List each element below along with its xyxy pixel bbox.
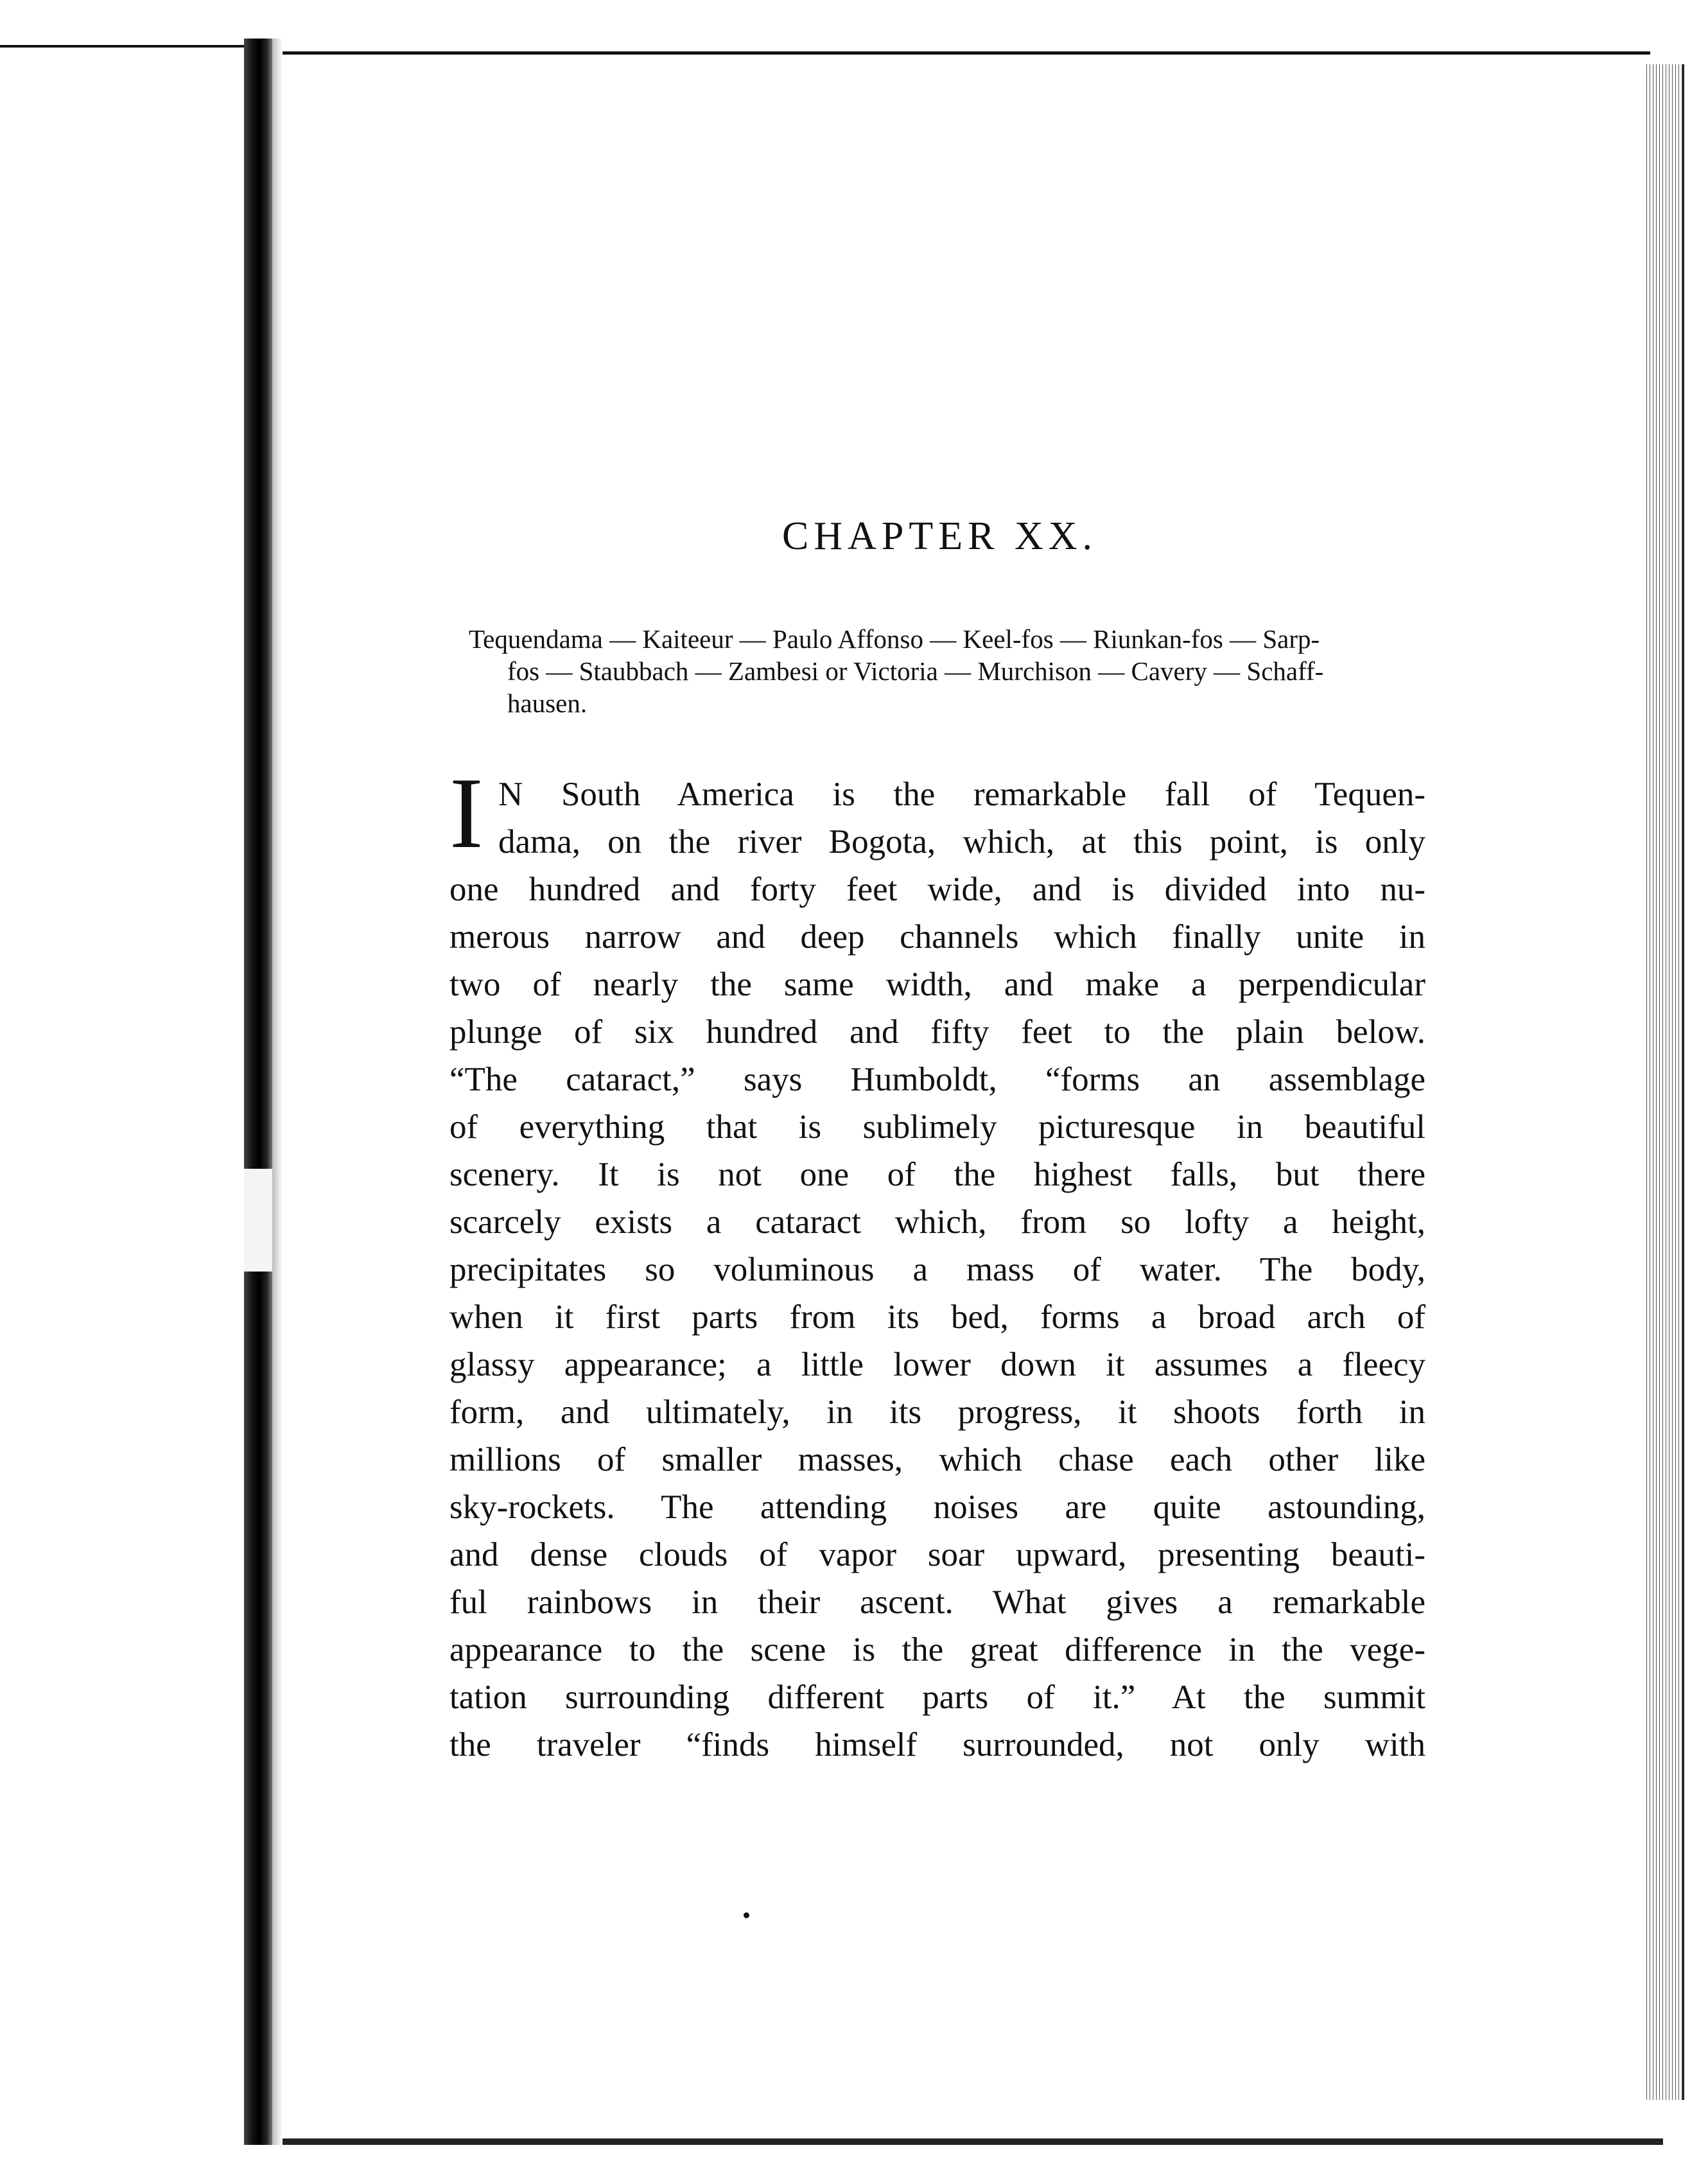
synopsis-line: fos — Staubbach — Zambesi or Victoria — Murchison — Cavery — Schaff-: [507, 656, 1324, 686]
body-line: one hundred and forty feet wide, and is divided into nu-: [449, 871, 1425, 908]
gutter-shadow: [272, 39, 283, 2145]
body-line: and dense clouds of vapor soar upward, presenting beauti-: [449, 1536, 1425, 1573]
body-line: millions of smaller masses, which chase each other like: [449, 1441, 1425, 1478]
body-line: glassy appearance; a little lower down it assumes a fleecy: [449, 1346, 1425, 1383]
synopsis-line: Tequendama — Kaiteeur — Paulo Affonso — Keel-fos — Riunkan-fos — Sarp-: [469, 624, 1320, 654]
page-bottom-edge: [283, 2138, 1663, 2145]
body-line: N South America is the remarkable fall of Tequen-: [498, 776, 1425, 813]
body-line: form, and ultimately, in its progress, it shoots forth in: [449, 1394, 1425, 1431]
body-line: plunge of six hundred and fifty feet to the plain below.: [449, 1013, 1425, 1051]
body-line: merous narrow and deep channels which finally unite in: [449, 918, 1425, 956]
body-line: when it first parts from its bed, forms a broad arch of: [449, 1298, 1425, 1336]
book-gutter: [244, 39, 272, 2145]
gutter-smudge: [244, 1169, 272, 1272]
ink-speck: [744, 1912, 749, 1918]
synopsis-line: hausen.: [507, 688, 588, 718]
body-line: sky-rockets. The attending noises are quite astounding,: [449, 1489, 1425, 1526]
body-line: the traveler “finds himself surrounded, not only with: [449, 1726, 1425, 1763]
body-line: of everything that is sublimely picturesque in beautiful: [449, 1108, 1425, 1146]
drop-cap: I: [449, 757, 484, 870]
body-line: scarcely exists a cataract which, from so lofty a height,: [449, 1203, 1425, 1241]
body-paragraph: [449, 771, 1438, 1769]
body-line: dama, on the river Bogota, which, at this point, is only: [498, 823, 1425, 861]
chapter-title: CHAPTER XX.: [782, 514, 1098, 558]
body-line: ful rainbows in their ascent. What gives a remarkable: [449, 1584, 1425, 1621]
body-line: tation surrounding different parts of it.” At the summit: [449, 1679, 1425, 1716]
chapter-synopsis: [469, 623, 1438, 719]
body-line: two of nearly the same width, and make a perpendicular: [449, 966, 1425, 1003]
left-facing-page: [0, 45, 244, 2147]
body-line: precipitates so voluminous a mass of water. The body,: [449, 1251, 1425, 1288]
body-line: scenery. It is not one of the highest falls, but there: [449, 1156, 1425, 1193]
page-edges: [1644, 64, 1684, 2100]
body-line: “The cataract,” says Humboldt, “forms an assemblage: [449, 1061, 1425, 1098]
body-line: appearance to the scene is the great difference in the vege-: [449, 1631, 1425, 1668]
